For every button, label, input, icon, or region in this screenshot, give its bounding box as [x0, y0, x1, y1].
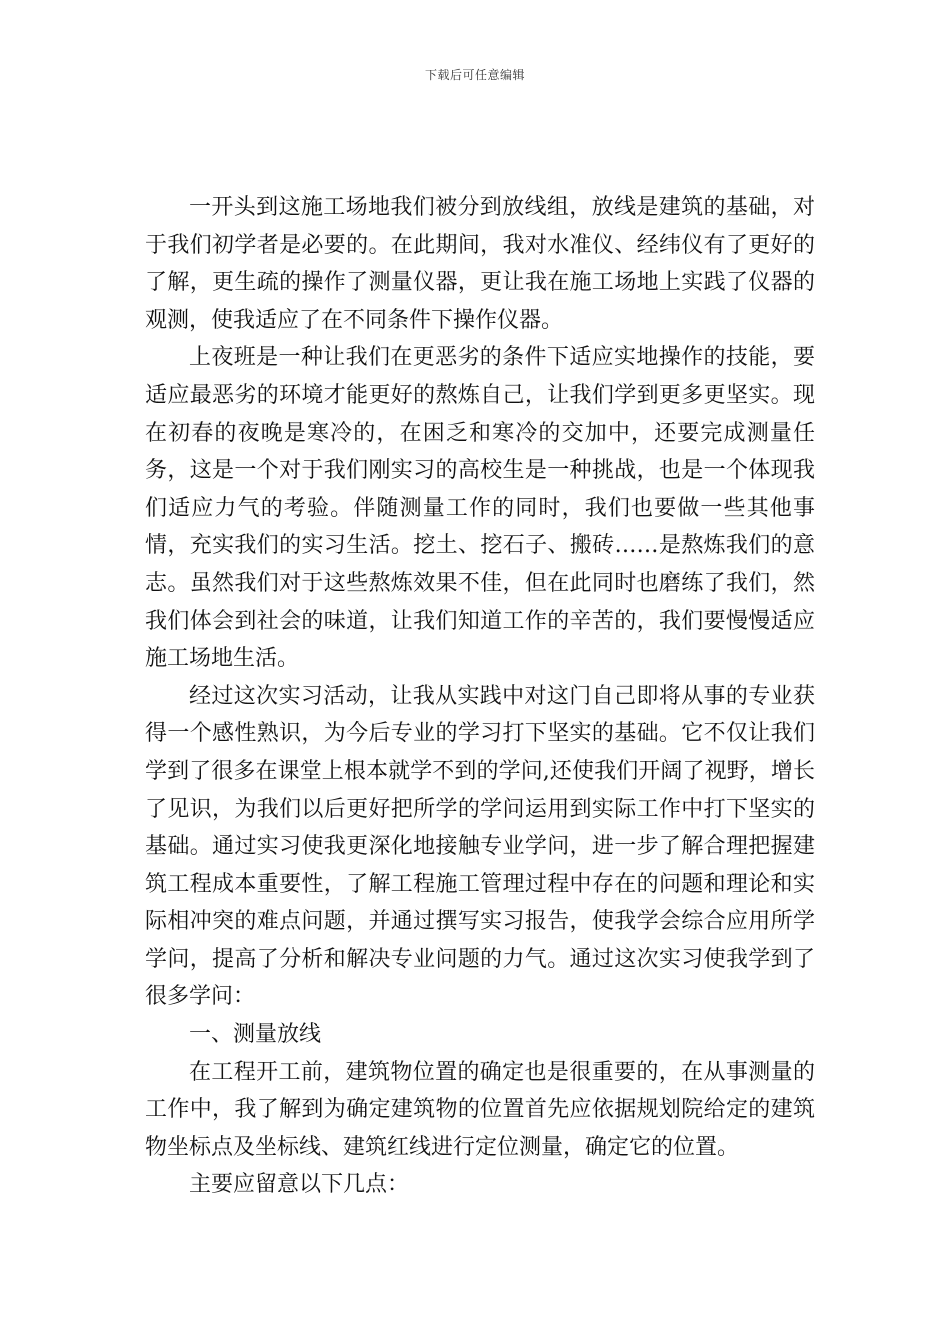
paragraph-internship-gains: 经过这次实习活动，让我从实践中对这门自己即将从事的专业获得一个感性熟识，为今后专业的学习打下坚实的基础。它不仅让我们学到了很多在课堂上根本就学不到的学问,还使我们开阔了视野，增长了见识，为我们以后更好把所学的学问运用到实际工作中打下坚实的基础。通过实习使我更深化地接触专业学问，进一步了解合理把握建筑工程成本重要性，了解工程施工管理过程中存在的问题和理论和实际相冲突的难点问题，并通过撰写实习报告，使我学会综合应用所学学问，提高了分析和解决专业问题的力气。通过这次实习使我学到了很多学问：: [145, 683, 815, 1010]
paragraph-key-points: 主要应留意以下几点：: [189, 1172, 410, 1198]
section-heading-surveying: 一、测量放线: [189, 1022, 322, 1048]
page-header-note: 下载后可任意编辑: [424, 68, 525, 82]
paragraph-survey-group: 一开头到这施工场地我们被分到放线组，放线是建筑的基础，对于我们初学者是必要的。在此期间，我对水准仪、经纬仪有了更好的了解，更生疏的操作了测量仪器，更让我在施工场地上实践了仪器的观测，使我适应了在不同条件下操作仪器。: [145, 195, 815, 333]
document-body: [145, 189, 815, 1204]
paragraph-night-shift: 上夜班是一种让我们在更恶劣的条件下适应实地操作的技能，要适应最恶劣的环境才能更好的熬炼自己，让我们学到更多更坚实。现在初春的夜晚是寒冷的，在困乏和寒冷的交加中，还要完成测量任务，这是一个对于我们刚实习的高校生是一种挑战，也是一个体现我们适应力气的考验。伴随测量工作的同时，我们也要做一些其他事情，充实我们的实习生活。挖土、挖石子、搬砖……是熬炼我们的意志。虽然我们对于这些熬炼效果不佳，但在此同时也磨练了我们，然我们体会到社会的味道，让我们知道工作的辛苦的，我们要慢慢适应施工场地生活。: [145, 345, 815, 672]
paragraph-building-positioning: 在工程开工前，建筑物位置的确定也是很重要的，在从事测量的工作中，我了解到为确定建筑物的位置首先应依据规划院给定的建筑物坐标点及坐标线、建筑红线进行定位测量，确定它的位置。: [145, 1059, 815, 1160]
